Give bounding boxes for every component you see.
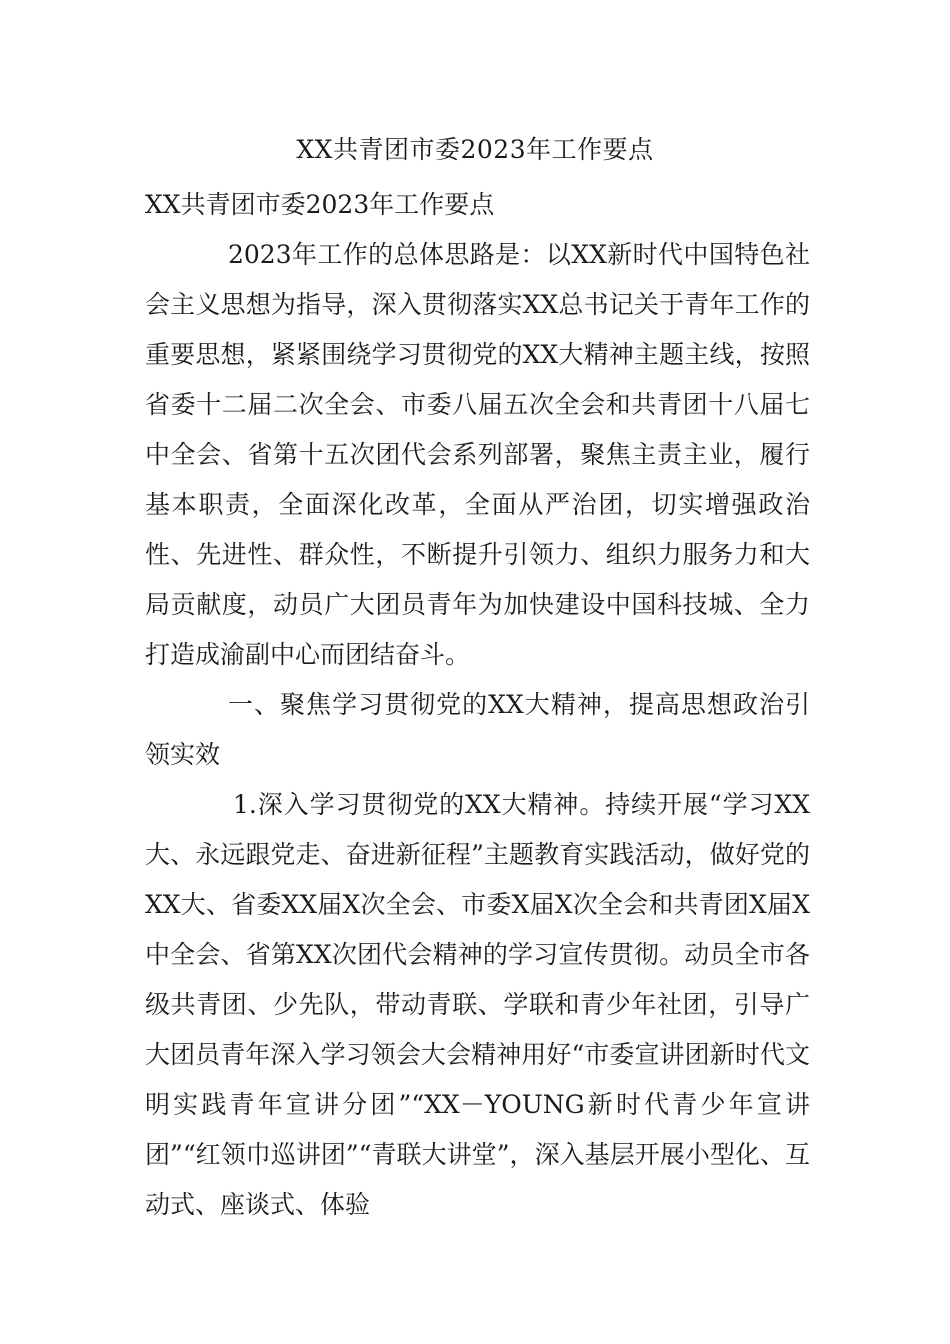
paragraph-item-one: 1.深入学习贯彻党的XX大精神。持续开展“学习XX大、永远跟党走、奋进新征程”主题教育实践活动，做好党的XX大、省委XX届X次全会、市委X届X次全会和共青团X届X中全会、省第XX次团代会精神的学习宣传贯彻。动员全市各级共青团、少先队，带动青联、学联和青少年社团，引导广大团员青年深入学习领会大会精神用好“市委宣讲团新时代文明实践青年宣讲分团”“XX－YOUNG新时代青少年宣讲团”“红领巾巡讲团”“青联大讲堂”，深入基层开展小型化、互动式、座谈式、体验 xyxy=(145,790,810,1219)
document-title: XX共青团市委2023年工作要点 xyxy=(296,135,654,164)
section-heading-one: 一、聚焦学习贯彻党的XX大精神，提高思想政治引领实效 xyxy=(145,690,810,769)
document-subtitle: XX共青团市委2023年工作要点 xyxy=(145,190,495,219)
paragraph-overall-approach: 2023年工作的总体思路是：以XX新时代中国特色社会主义思想为指导，深入贯彻落实XX总书记关于青年工作的重要思想，紧紧围绕学习贯彻党的XX大精神主题主线，按照省委十二届二次全会、市委八届五次全会和共青团十八届七中全会、省第十五次团代会系列部署，聚焦主责主业，履行基本职责，全面深化改革，全面从严治团，切实增强政治性、先进性、群众性，不断提升引领力、组织力服务力和大局贡献度，动员广大团员青年为加快建设中国科技城、全力打造成渝副中心而团结奋斗。 xyxy=(145,240,810,669)
document-body xyxy=(145,180,810,1230)
